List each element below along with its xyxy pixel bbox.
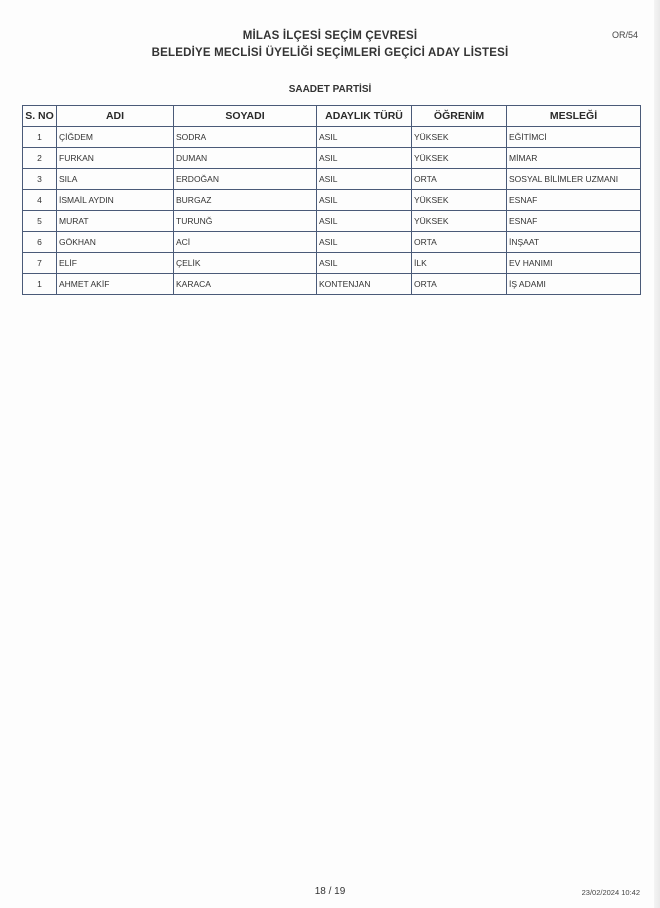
cell-name: ELİF bbox=[57, 253, 174, 274]
table-row bbox=[23, 232, 641, 253]
cell-education: ORTA bbox=[412, 232, 507, 253]
cell-sno: 1 bbox=[23, 127, 57, 148]
table-body bbox=[23, 127, 641, 295]
header-surname: SOYADI bbox=[174, 106, 317, 127]
cell-education: ORTA bbox=[412, 274, 507, 295]
header-education: ÖĞRENİM bbox=[412, 106, 507, 127]
cell-name: AHMET AKİF bbox=[57, 274, 174, 295]
cell-surname: BURGAZ bbox=[174, 190, 317, 211]
table-row bbox=[23, 274, 641, 295]
cell-surname: ERDOĞAN bbox=[174, 169, 317, 190]
cell-candidacy-type: ASIL bbox=[317, 253, 412, 274]
table-row bbox=[23, 253, 641, 274]
cell-candidacy-type: ASIL bbox=[317, 127, 412, 148]
cell-sno: 2 bbox=[23, 148, 57, 169]
cell-education: İLK bbox=[412, 253, 507, 274]
cell-sno: 1 bbox=[23, 274, 57, 295]
cell-education: YÜKSEK bbox=[412, 127, 507, 148]
cell-profession: ESNAF bbox=[507, 190, 641, 211]
cell-sno: 4 bbox=[23, 190, 57, 211]
cell-candidacy-type: ASIL bbox=[317, 211, 412, 232]
cell-profession: SOSYAL BİLİMLER UZMANI bbox=[507, 169, 641, 190]
document-title-line1: MİLAS İLÇESİ SEÇİM ÇEVRESİ bbox=[242, 30, 418, 42]
cell-profession: EĞİTİMCİ bbox=[507, 127, 641, 148]
cell-surname: ACİ bbox=[174, 232, 317, 253]
cell-profession: ESNAF bbox=[507, 211, 641, 232]
table-row bbox=[23, 169, 641, 190]
cell-profession: EV HANIMI bbox=[507, 253, 641, 274]
header-sno: S. NO bbox=[23, 106, 57, 127]
cell-sno: 5 bbox=[23, 211, 57, 232]
cell-education: YÜKSEK bbox=[412, 211, 507, 232]
party-name: SAADET PARTİSİ bbox=[288, 84, 372, 95]
cell-sno: 3 bbox=[23, 169, 57, 190]
cell-candidacy-type: ASIL bbox=[317, 169, 412, 190]
document-title-line2: BELEDİYE MECLİSİ ÜYELİĞİ SEÇİMLERİ GEÇİCİ ADAY LİSTESİ bbox=[151, 47, 509, 59]
table-row bbox=[23, 211, 641, 232]
cell-name: SILA bbox=[57, 169, 174, 190]
cell-candidacy-type: KONTENJAN bbox=[317, 274, 412, 295]
print-timestamp: 23/02/2024 10:42 bbox=[581, 888, 640, 897]
cell-name: ÇİĞDEM bbox=[57, 127, 174, 148]
cell-education: YÜKSEK bbox=[412, 148, 507, 169]
cell-profession: MİMAR bbox=[507, 148, 641, 169]
cell-sno: 6 bbox=[23, 232, 57, 253]
cell-name: MURAT bbox=[57, 211, 174, 232]
header-name: ADI bbox=[57, 106, 174, 127]
table-row bbox=[23, 148, 641, 169]
cell-surname: ÇELİK bbox=[174, 253, 317, 274]
cell-profession: İNŞAAT bbox=[507, 232, 641, 253]
cell-surname: KARACA bbox=[174, 274, 317, 295]
table-row bbox=[23, 127, 641, 148]
cell-profession: İŞ ADAMI bbox=[507, 274, 641, 295]
cell-candidacy-type: ASIL bbox=[317, 190, 412, 211]
header-candidacy-type: ADAYLIK TÜRÜ bbox=[317, 106, 412, 127]
cell-candidacy-type: ASIL bbox=[317, 148, 412, 169]
table-header-row bbox=[23, 106, 641, 127]
cell-name: FURKAN bbox=[57, 148, 174, 169]
cell-education: ORTA bbox=[412, 169, 507, 190]
cell-surname: DUMAN bbox=[174, 148, 317, 169]
form-code: OR/54 bbox=[611, 30, 638, 40]
cell-candidacy-type: ASIL bbox=[317, 232, 412, 253]
cell-surname: SODRA bbox=[174, 127, 317, 148]
cell-name: GÖKHAN bbox=[57, 232, 174, 253]
scan-edge bbox=[654, 0, 660, 908]
page-number: 18 / 19 bbox=[314, 886, 346, 897]
candidate-table bbox=[22, 105, 641, 295]
header-profession: MESLEĞİ bbox=[507, 106, 641, 127]
cell-education: YÜKSEK bbox=[412, 190, 507, 211]
cell-sno: 7 bbox=[23, 253, 57, 274]
table-row bbox=[23, 190, 641, 211]
table-header bbox=[23, 106, 641, 127]
cell-surname: TURUNĞ bbox=[174, 211, 317, 232]
cell-name: İSMAİL AYDIN bbox=[57, 190, 174, 211]
